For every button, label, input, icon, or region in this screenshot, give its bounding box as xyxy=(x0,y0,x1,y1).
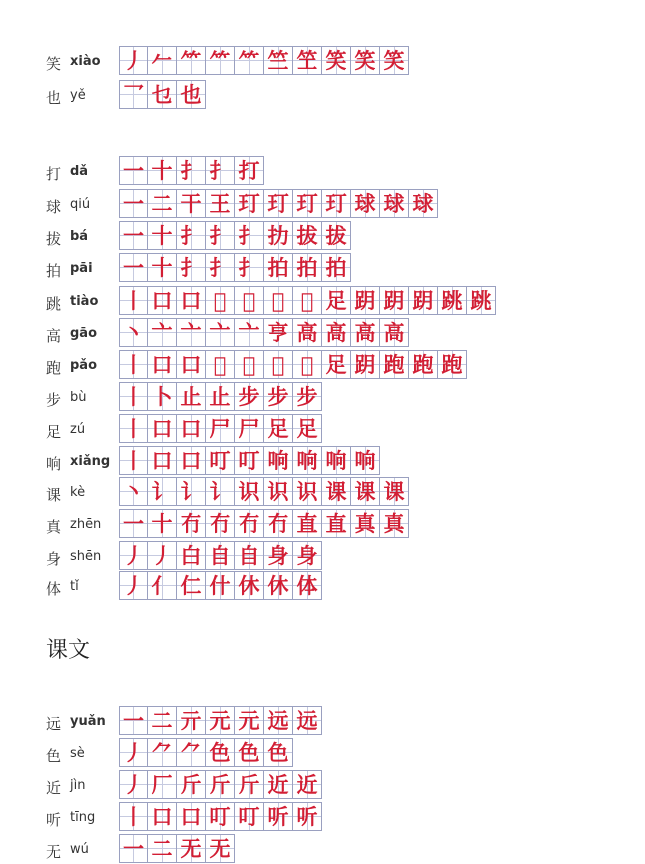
stroke-order-grid xyxy=(119,446,380,475)
character-label: 响 xyxy=(46,455,62,473)
stroke-step-cell: 响 xyxy=(322,446,351,475)
character-row xyxy=(46,541,626,571)
character-row xyxy=(46,477,626,507)
stroke-order-grid xyxy=(119,571,322,600)
stroke-step-cell: 仁 xyxy=(177,571,206,600)
stroke-step-cell: 𠯁 xyxy=(206,350,235,379)
stroke-step-cell: 冇 xyxy=(206,509,235,538)
stroke-step-cell: 讠 xyxy=(148,477,177,506)
stroke-step-cell: 𠯁 xyxy=(293,350,322,379)
stroke-step-cell: 扐 xyxy=(264,221,293,250)
pinyin-label: jìn xyxy=(70,778,86,793)
stroke-step-cell: 步 xyxy=(264,382,293,411)
stroke-step-cell: 讠 xyxy=(177,477,206,506)
character-label: 跳 xyxy=(46,295,62,313)
stroke-step-cell: 口 xyxy=(148,446,177,475)
stroke-step-cell: 休 xyxy=(264,571,293,600)
stroke-step-cell: 一 xyxy=(119,221,148,250)
stroke-step-cell: 远 xyxy=(293,706,322,735)
stroke-step-cell: 十 xyxy=(148,253,177,282)
character-label: 体 xyxy=(46,580,62,598)
stroke-step-cell: 冇 xyxy=(235,509,264,538)
pinyin-label: zhēn xyxy=(70,517,102,532)
character-label: 步 xyxy=(46,391,62,409)
stroke-step-cell: 丶 xyxy=(119,318,148,347)
stroke-step-cell: 跑 xyxy=(380,350,409,379)
pinyin-label: zú xyxy=(70,422,86,437)
stroke-step-cell: 足 xyxy=(322,350,351,379)
stroke-step-cell: 足 xyxy=(293,414,322,443)
stroke-step-cell: ⺮ xyxy=(206,46,235,75)
stroke-step-cell: 止 xyxy=(206,382,235,411)
stroke-step-cell: 丨 xyxy=(119,382,148,411)
character-row xyxy=(46,46,626,76)
character-row xyxy=(46,738,626,768)
stroke-step-cell: 亠 xyxy=(148,318,177,347)
stroke-order-grid xyxy=(119,770,322,799)
stroke-step-cell: 冇 xyxy=(264,509,293,538)
stroke-step-cell: 二 xyxy=(148,706,177,735)
pinyin-label: tiào xyxy=(70,294,99,309)
stroke-step-cell: 直 xyxy=(322,509,351,538)
character-row xyxy=(46,706,626,736)
stroke-step-cell: 亻 xyxy=(148,571,177,600)
stroke-step-cell: 拔 xyxy=(293,221,322,250)
stroke-step-cell: 休 xyxy=(235,571,264,600)
stroke-step-cell: 叮 xyxy=(235,802,264,831)
stroke-step-cell: 𠯁 xyxy=(235,350,264,379)
pinyin-label: xiǎng xyxy=(70,454,111,469)
stroke-step-cell: 近 xyxy=(264,770,293,799)
stroke-step-cell: 冇 xyxy=(177,509,206,538)
stroke-step-cell: 𠯁 xyxy=(264,286,293,315)
stroke-step-cell: 𠯁 xyxy=(264,350,293,379)
character-label: 远 xyxy=(46,715,62,733)
stroke-step-cell: 响 xyxy=(351,446,380,475)
stroke-step-cell: 响 xyxy=(264,446,293,475)
stroke-step-cell: 丿 xyxy=(119,46,148,75)
stroke-step-cell: 乛 xyxy=(119,80,148,109)
stroke-step-cell: 跳 xyxy=(438,286,467,315)
stroke-step-cell: 叮 xyxy=(235,446,264,475)
stroke-step-cell: 步 xyxy=(293,382,322,411)
stroke-order-grid xyxy=(119,706,322,735)
stroke-step-cell: 远 xyxy=(264,706,293,735)
stroke-step-cell: 白 xyxy=(177,541,206,570)
pinyin-label: qiú xyxy=(70,197,91,212)
pinyin-label: wú xyxy=(70,842,89,857)
stroke-step-cell: 身 xyxy=(264,541,293,570)
stroke-step-cell: 干 xyxy=(177,189,206,218)
stroke-step-cell: 听 xyxy=(264,802,293,831)
stroke-step-cell: 亠 xyxy=(206,318,235,347)
stroke-step-cell: 扌 xyxy=(177,221,206,250)
stroke-step-cell: 扌 xyxy=(235,221,264,250)
stroke-step-cell: 丨 xyxy=(119,802,148,831)
stroke-step-cell: 元 xyxy=(206,706,235,735)
stroke-step-cell: 丨 xyxy=(119,414,148,443)
stroke-order-grid xyxy=(119,541,322,570)
stroke-step-cell: 十 xyxy=(148,156,177,185)
pinyin-label: pāi xyxy=(70,261,93,276)
stroke-step-cell: 步 xyxy=(235,382,264,411)
stroke-step-cell: 拍 xyxy=(293,253,322,282)
stroke-step-cell: 扌 xyxy=(235,253,264,282)
character-label: 也 xyxy=(46,89,62,107)
character-label: 打 xyxy=(46,165,62,183)
stroke-step-cell: 尸 xyxy=(206,414,235,443)
stroke-step-cell: 识 xyxy=(264,477,293,506)
character-label: 笑 xyxy=(46,55,62,73)
stroke-step-cell: 跀 xyxy=(351,350,380,379)
stroke-step-cell: 玎 xyxy=(235,189,264,218)
stroke-step-cell: 拔 xyxy=(322,221,351,250)
stroke-step-cell: 玎 xyxy=(293,189,322,218)
stroke-step-cell: 球 xyxy=(409,189,438,218)
stroke-order-grid xyxy=(119,286,496,315)
stroke-step-cell: ⺈ xyxy=(148,738,177,767)
character-label: 高 xyxy=(46,327,62,345)
stroke-step-cell: 口 xyxy=(177,286,206,315)
character-row xyxy=(46,571,626,601)
character-label: 色 xyxy=(46,747,62,765)
stroke-step-cell: 直 xyxy=(293,509,322,538)
character-label: 足 xyxy=(46,423,62,441)
pinyin-label: yuǎn xyxy=(70,714,106,729)
character-label: 真 xyxy=(46,518,62,536)
stroke-step-cell: 丿 xyxy=(119,770,148,799)
stroke-step-cell: 一 xyxy=(119,509,148,538)
stroke-step-cell: 丨 xyxy=(119,350,148,379)
character-row xyxy=(46,318,626,348)
stroke-step-cell: 讠 xyxy=(206,477,235,506)
stroke-step-cell: 真 xyxy=(380,509,409,538)
character-row xyxy=(46,446,626,476)
stroke-step-cell: 口 xyxy=(177,414,206,443)
stroke-order-grid xyxy=(119,189,438,218)
stroke-step-cell: 跀 xyxy=(380,286,409,315)
pinyin-label: kè xyxy=(70,485,86,500)
stroke-step-cell: 高 xyxy=(293,318,322,347)
stroke-step-cell: 丨 xyxy=(119,446,148,475)
stroke-step-cell: 课 xyxy=(351,477,380,506)
stroke-step-cell: 亠 xyxy=(177,318,206,347)
stroke-step-cell: 也 xyxy=(177,80,206,109)
stroke-order-grid xyxy=(119,318,409,347)
stroke-step-cell: 色 xyxy=(264,738,293,767)
character-label: 听 xyxy=(46,811,62,829)
stroke-step-cell: 真 xyxy=(351,509,380,538)
stroke-step-cell: 色 xyxy=(235,738,264,767)
stroke-step-cell: 丿 xyxy=(119,571,148,600)
stroke-step-cell: 课 xyxy=(322,477,351,506)
stroke-step-cell: 丿 xyxy=(119,738,148,767)
character-row xyxy=(46,350,626,380)
stroke-step-cell: 笑 xyxy=(380,46,409,75)
stroke-step-cell: 斤 xyxy=(235,770,264,799)
character-row xyxy=(46,221,626,251)
stroke-step-cell: 体 xyxy=(293,571,322,600)
stroke-order-grid xyxy=(119,414,322,443)
stroke-step-cell: 一 xyxy=(119,156,148,185)
stroke-step-cell: 玎 xyxy=(322,189,351,218)
character-row xyxy=(46,802,626,832)
stroke-order-grid xyxy=(119,46,409,75)
stroke-step-cell: 跑 xyxy=(409,350,438,379)
stroke-step-cell: 口 xyxy=(148,414,177,443)
stroke-step-cell: 口 xyxy=(177,446,206,475)
stroke-step-cell: 自 xyxy=(206,541,235,570)
stroke-step-cell: ⺮ xyxy=(177,46,206,75)
stroke-step-cell: 丿 xyxy=(119,541,148,570)
stroke-step-cell: 口 xyxy=(148,802,177,831)
character-row xyxy=(46,189,626,219)
stroke-step-cell: 跀 xyxy=(351,286,380,315)
character-label: 课 xyxy=(46,486,62,504)
stroke-step-cell: 响 xyxy=(293,446,322,475)
character-row xyxy=(46,253,626,283)
character-label: 身 xyxy=(46,550,62,568)
stroke-step-cell: 𠯁 xyxy=(206,286,235,315)
stroke-step-cell: 叮 xyxy=(206,802,235,831)
stroke-step-cell: 拍 xyxy=(322,253,351,282)
stroke-step-cell: 高 xyxy=(380,318,409,347)
character-row xyxy=(46,414,626,444)
stroke-step-cell: 打 xyxy=(235,156,264,185)
character-label: 拔 xyxy=(46,230,62,248)
stroke-step-cell: ⺈ xyxy=(177,738,206,767)
pinyin-label: bù xyxy=(70,390,87,405)
pinyin-label: xiào xyxy=(70,54,101,69)
stroke-step-cell: 口 xyxy=(148,350,177,379)
stroke-order-grid xyxy=(119,477,409,506)
stroke-step-cell: 高 xyxy=(322,318,351,347)
character-row xyxy=(46,286,626,316)
stroke-step-cell: 厂 xyxy=(148,770,177,799)
stroke-step-cell: 足 xyxy=(322,286,351,315)
stroke-step-cell: 丿 xyxy=(148,541,177,570)
stroke-step-cell: 听 xyxy=(293,802,322,831)
pinyin-label: tǐ xyxy=(70,579,79,594)
character-row xyxy=(46,80,626,110)
stroke-step-cell: 跀 xyxy=(409,286,438,315)
stroke-step-cell: 十 xyxy=(148,509,177,538)
stroke-order-grid xyxy=(119,156,264,185)
stroke-step-cell: 扌 xyxy=(177,156,206,185)
stroke-step-cell: 斤 xyxy=(206,770,235,799)
stroke-step-cell: 球 xyxy=(380,189,409,218)
stroke-step-cell: 𠯁 xyxy=(235,286,264,315)
pinyin-label: pǎo xyxy=(70,358,98,373)
stroke-step-cell: 笑 xyxy=(322,46,351,75)
stroke-step-cell: 亨 xyxy=(264,318,293,347)
stroke-step-cell: 课 xyxy=(380,477,409,506)
stroke-order-grid xyxy=(119,738,293,767)
stroke-step-cell: 笁 xyxy=(293,46,322,75)
stroke-step-cell: 扌 xyxy=(206,221,235,250)
stroke-step-cell: 一 xyxy=(119,834,148,863)
stroke-order-grid xyxy=(119,382,322,411)
stroke-step-cell: 无 xyxy=(177,834,206,863)
character-row xyxy=(46,382,626,412)
pinyin-label: yě xyxy=(70,88,86,103)
character-row xyxy=(46,156,626,186)
character-row xyxy=(46,770,626,800)
stroke-step-cell: 一 xyxy=(119,253,148,282)
stroke-step-cell: 跑 xyxy=(438,350,467,379)
character-row xyxy=(46,509,626,539)
stroke-step-cell: 笑 xyxy=(351,46,380,75)
stroke-step-cell: 玎 xyxy=(264,189,293,218)
stroke-step-cell: 拍 xyxy=(264,253,293,282)
stroke-step-cell: 身 xyxy=(293,541,322,570)
pinyin-label: gāo xyxy=(70,326,98,341)
pinyin-label: shēn xyxy=(70,549,102,564)
stroke-step-cell: 丶 xyxy=(119,477,148,506)
stroke-step-cell: ⺮ xyxy=(235,46,264,75)
character-label: 近 xyxy=(46,779,62,797)
stroke-step-cell: 口 xyxy=(177,802,206,831)
stroke-step-cell: 口 xyxy=(177,350,206,379)
stroke-order-grid xyxy=(119,221,351,250)
character-label: 跑 xyxy=(46,359,62,377)
character-row xyxy=(46,834,626,864)
stroke-step-cell: 一 xyxy=(119,706,148,735)
pinyin-label: dǎ xyxy=(70,164,89,179)
stroke-step-cell: 球 xyxy=(351,189,380,218)
stroke-step-cell: 口 xyxy=(148,286,177,315)
stroke-step-cell: 𠂉 xyxy=(148,46,177,75)
stroke-order-grid xyxy=(119,80,206,109)
stroke-order-grid xyxy=(119,253,351,282)
stroke-step-cell: 王 xyxy=(206,189,235,218)
stroke-step-cell: 竺 xyxy=(264,46,293,75)
stroke-order-grid xyxy=(119,802,322,831)
stroke-step-cell: 什 xyxy=(206,571,235,600)
stroke-step-cell: 𠯁 xyxy=(293,286,322,315)
stroke-order-grid xyxy=(119,834,235,863)
stroke-order-grid xyxy=(119,509,409,538)
stroke-step-cell: 二 xyxy=(148,189,177,218)
stroke-step-cell: 识 xyxy=(293,477,322,506)
stroke-order-grid xyxy=(119,350,467,379)
stroke-step-cell: 近 xyxy=(293,770,322,799)
character-label: 无 xyxy=(46,843,62,861)
stroke-step-cell: 扌 xyxy=(177,253,206,282)
stroke-step-cell: 足 xyxy=(264,414,293,443)
stroke-step-cell: 亠 xyxy=(235,318,264,347)
stroke-step-cell: 尸 xyxy=(235,414,264,443)
stroke-step-cell: 无 xyxy=(206,834,235,863)
stroke-step-cell: 止 xyxy=(177,382,206,411)
stroke-step-cell: 一 xyxy=(119,189,148,218)
stroke-step-cell: 跳 xyxy=(467,286,496,315)
stroke-step-cell: 丨 xyxy=(119,286,148,315)
character-label: 拍 xyxy=(46,262,62,280)
stroke-step-cell: 扌 xyxy=(206,156,235,185)
stroke-step-cell: 亓 xyxy=(177,706,206,735)
stroke-step-cell: 元 xyxy=(235,706,264,735)
pinyin-label: sè xyxy=(70,746,85,761)
stroke-step-cell: 识 xyxy=(235,477,264,506)
stroke-step-cell: 二 xyxy=(148,834,177,863)
stroke-step-cell: 乜 xyxy=(148,80,177,109)
stroke-step-cell: 斤 xyxy=(177,770,206,799)
stroke-step-cell: 扌 xyxy=(206,253,235,282)
stroke-step-cell: 色 xyxy=(206,738,235,767)
stroke-step-cell: 卜 xyxy=(148,382,177,411)
pinyin-label: bá xyxy=(70,229,89,244)
stroke-step-cell: 十 xyxy=(148,221,177,250)
stroke-step-cell: 自 xyxy=(235,541,264,570)
section-title: 课文 xyxy=(46,638,91,663)
character-label: 球 xyxy=(46,198,62,216)
stroke-step-cell: 叮 xyxy=(206,446,235,475)
stroke-step-cell: 高 xyxy=(351,318,380,347)
pinyin-label: tīng xyxy=(70,810,96,825)
